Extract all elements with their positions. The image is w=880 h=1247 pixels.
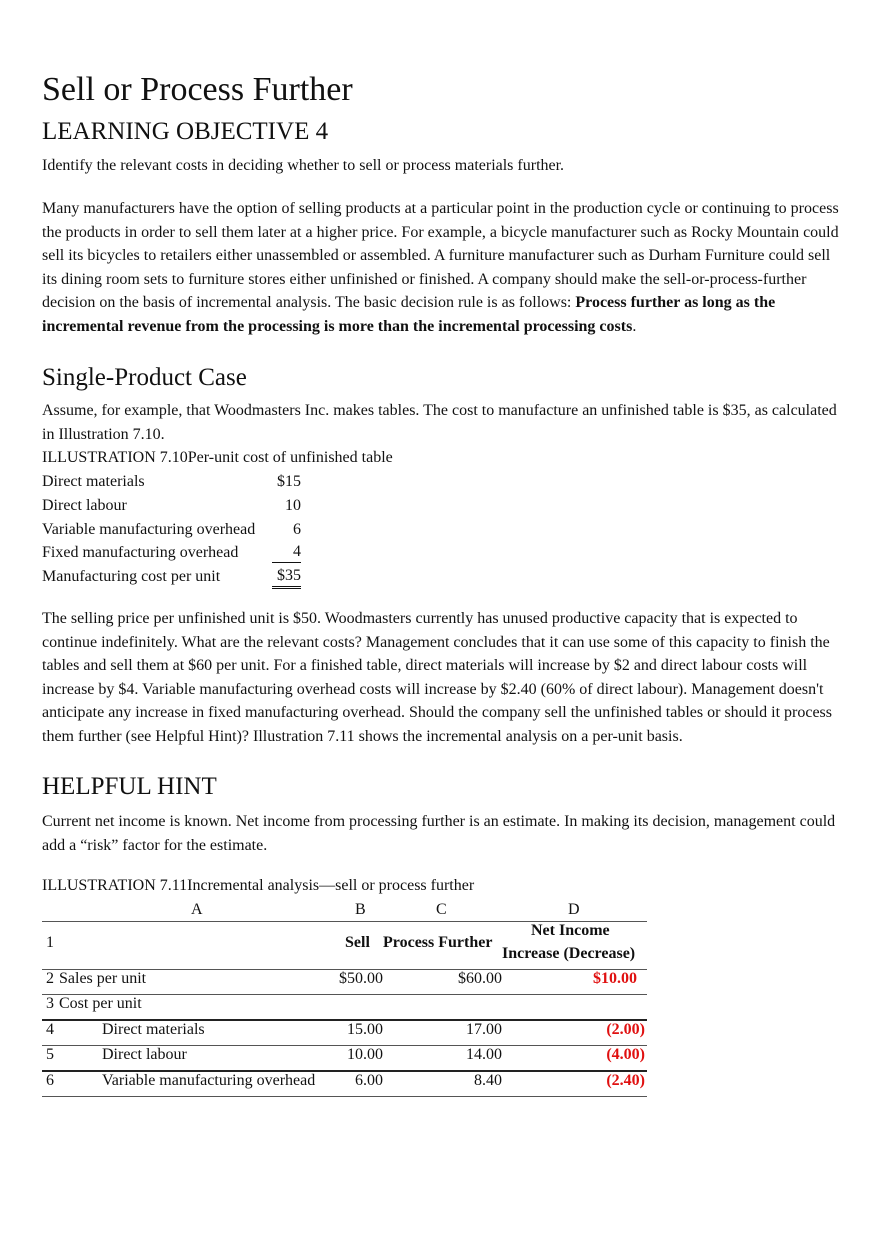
cost-value: 4: [272, 541, 301, 563]
intro-text: Many manufacturers have the option of selling products at a particular point in the production cycle or continuing to process the products in order to sell them later at a higher price. For example, a bicycle manufacturer such as Rocky Mountain could sell its bicycles to retailers either unassembled or assembled. A furniture manufacturer such as Durham Furniture could sell its dining room sets to furniture stores either unfinished or finished. A company should make the sell-or-process-further decision on the basis of incremental analysis. The basic decision rule is as follows:: [42, 200, 839, 311]
cost-value: $15: [277, 473, 301, 490]
helpful-hint-text: Current net income is known. Net income from processing further is an estimate. In making its decision, management could add a “risk” factor for the estimate.: [42, 813, 836, 854]
row-number: 1: [46, 934, 54, 951]
column-letter: C: [436, 901, 447, 918]
cost-value: 6: [293, 520, 301, 538]
page-title: Sell or Process Further: [42, 71, 353, 108]
analysis-paragraph: The selling price per unfinished unit is $50. Woodmasters currently has unused productive capacity that is expected to continue indefinitely. What are the relevant costs? Management concludes that it can use some of this capacity to finish the tables and sell them at $60 per unit. For a finished table, direct materials will increase by $2 and direct labour costs will increase by $4. Variable manufacturing overhead costs will increase by $2.40 (60% of direct labour). Management doesn't anticipate any increase in fixed manufacturing overhead. Should the company sell the unfinished tables or should it process them further (see Helpful Hint)? Illustration 7.11 shows the incremental analysis on a per-unit basis.: [42, 610, 832, 745]
column-letter: B: [355, 901, 366, 918]
cost-label: Manufacturing cost per unit: [42, 568, 221, 586]
column-header-sell: Sell: [345, 934, 370, 951]
sell-value: 10.00: [347, 1046, 383, 1063]
cost-label: Fixed manufacturing overhead: [42, 544, 239, 562]
row-label: Cost per unit: [59, 995, 142, 1012]
single-product-text: Assume, for example, that Woodmasters Inc. makes tables. The cost to manufacture an unfinished table is $35, as calculated in Illustration 7.10.: [42, 402, 837, 443]
learning-objective-heading: LEARNING OBJECTIVE 4: [42, 118, 329, 145]
column-letters: [42, 898, 647, 921]
intro-paragraph: [42, 197, 842, 338]
intro-decision-rule: Process further as long as the incremental revenue from the processing is more than the incremental processing costs: [42, 294, 776, 335]
table-row: [42, 995, 647, 1021]
row-label: Variable manufacturing overhead: [102, 1072, 316, 1089]
row-number: 2: [46, 970, 54, 987]
column-header-net-income: Net Income: [531, 922, 610, 939]
row-number: 4: [46, 1021, 54, 1038]
table-header-row: [42, 921, 647, 970]
net-income-value: (2.00): [606, 1021, 645, 1038]
column-letter: A: [191, 901, 203, 918]
cost-label: Variable manufacturing overhead: [42, 520, 256, 538]
process-value: 14.00: [466, 1046, 502, 1063]
sell-value: $50.00: [339, 970, 383, 987]
table-row: [42, 1046, 647, 1072]
illustration-711-caption: ILLUSTRATION 7.11Incremental analysis—sell or process further: [42, 877, 475, 894]
net-income-value: $10.00: [593, 970, 637, 987]
process-value: $60.00: [458, 970, 502, 987]
cost-value: 10: [285, 496, 301, 514]
row-number: 5: [46, 1046, 54, 1063]
column-letter: D: [568, 901, 580, 918]
row-label: Direct labour: [102, 1046, 187, 1063]
column-header-increase-decrease: Increase (Decrease): [502, 945, 636, 962]
table-row: [42, 1072, 647, 1097]
row-label: Sales per unit: [59, 970, 147, 987]
single-product-heading: Single-Product Case: [42, 364, 247, 391]
table-row: [42, 1021, 647, 1046]
row-number: 6: [46, 1072, 54, 1089]
helpful-hint-heading: HELPFUL HINT: [42, 773, 217, 800]
incremental-analysis-table: [42, 898, 647, 1097]
cost-value-total: $35: [272, 565, 301, 589]
row-number: 3: [46, 995, 54, 1012]
net-income-value: (2.40): [606, 1072, 645, 1089]
column-header-process-further: Process Further: [383, 934, 493, 951]
intro-end: .: [632, 317, 637, 335]
illustration-710-caption: ILLUSTRATION 7.10Per-unit cost of unfinished table: [42, 449, 393, 466]
process-value: 17.00: [466, 1021, 502, 1038]
row-label: Direct materials: [102, 1021, 205, 1038]
cost-label: Direct labour: [42, 496, 127, 514]
sell-value: 15.00: [347, 1021, 383, 1038]
sell-value: 6.00: [355, 1072, 383, 1089]
process-value: 8.40: [474, 1072, 502, 1089]
table-row: [42, 970, 647, 995]
learning-objective-text: Identify the relevant costs in deciding whether to sell or process materials further.: [42, 157, 565, 174]
cost-label: Direct materials: [42, 473, 145, 490]
net-income-value: (4.00): [606, 1046, 645, 1063]
